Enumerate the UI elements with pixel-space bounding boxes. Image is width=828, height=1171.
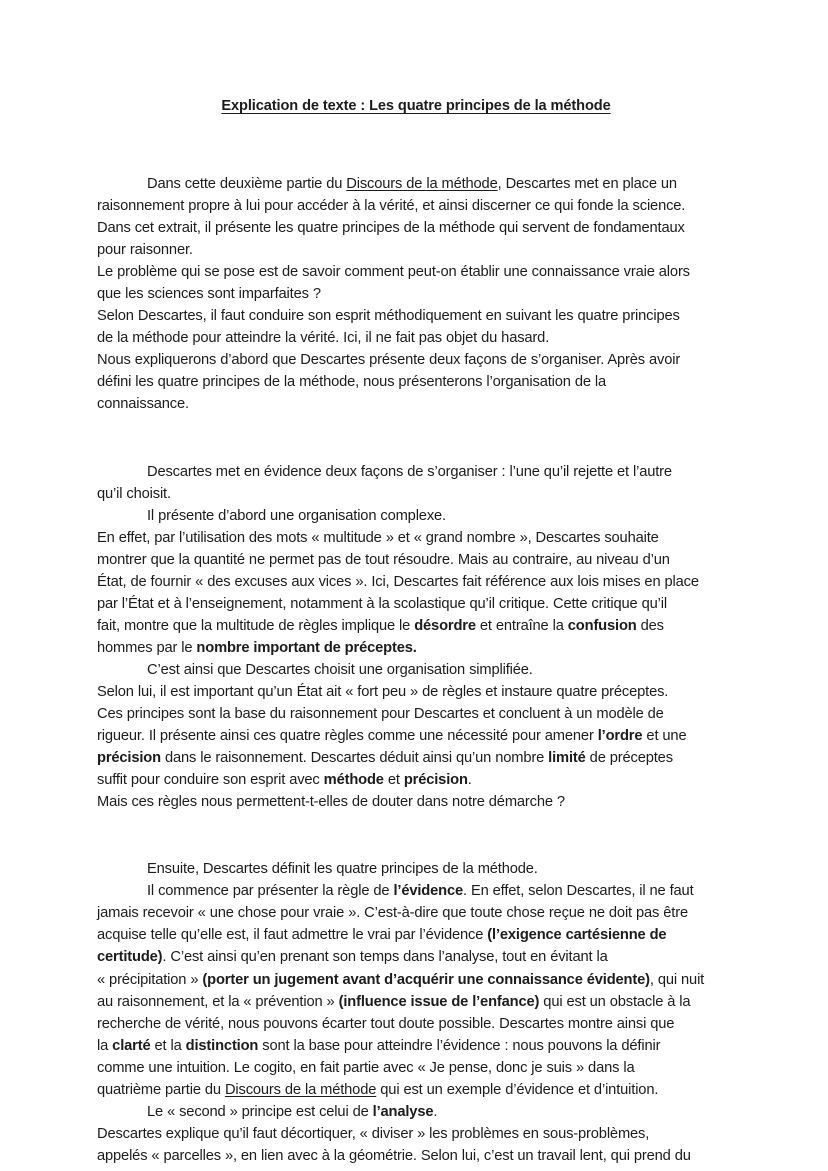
text-line (97, 1101, 737, 1123)
text-line: montrer que la quantité ne permet pas de tout résoudre. Mais au contraire, au niveau d’un (97, 551, 670, 568)
paragraph-partie-un (97, 461, 737, 814)
text-line (97, 461, 737, 483)
work-title-discours-de-la-methode: Discours de la méthode (346, 176, 498, 192)
text-line: jamais recevoir « une chose pour vraie ». C’est-à-dire que toute chose reçue ne doit pas être (97, 905, 688, 922)
text-line: défini les quatre principes de la méthode, nous présenterons l’organisation de la (97, 374, 607, 391)
line-text: « précipitation » (97, 971, 203, 988)
emphasis-certitude: certitude) (97, 949, 163, 966)
text-line: de la méthode pour atteindre la vérité. Ici, il ne fait pas objet du hasard. (97, 330, 550, 347)
work-title-discours-de-la-methode: Discours de la méthode (224, 1081, 377, 1098)
line-text: Il présente d’abord une organisation complexe. (147, 507, 446, 524)
text-line: Selon lui, il est important qu’un État ait « fort peu » de règles et instaure quatre préceptes. (97, 683, 669, 700)
text-line: Ces principes sont la base du raisonnement pour Descartes et concluent à un modèle de (97, 706, 664, 723)
text-line: comme une intuition. Le cogito, en fait partie avec « Je pense, donc je suis » dans la (97, 1059, 635, 1076)
text-line: Dans cet extrait, il présente les quatre principes de la méthode qui servent de fondamentaux (97, 220, 685, 237)
text-line (97, 880, 737, 902)
text-line (97, 725, 737, 747)
emphasis-methode: méthode (323, 772, 384, 789)
text-line: Mais ces règles nous permettent-t-elles de douter dans notre démarche ? (97, 794, 565, 811)
section-divider (97, 416, 737, 461)
page-title-text: Explication de texte : Les quatre principes de la méthode (221, 98, 611, 114)
line-text: dans le raisonnement. Descartes déduit ainsi qu’un nombre (160, 750, 549, 767)
line-text: et la (150, 1037, 186, 1054)
text-line (97, 1035, 737, 1057)
text-line (97, 769, 737, 791)
text-line (97, 173, 737, 195)
line-text: au raisonnement, et la « prévention » (97, 993, 339, 1010)
line-text: . (433, 1103, 438, 1120)
text-line: Descartes explique qu’il faut décortiquer, « diviser » les problèmes en sous-problèmes, (97, 1125, 650, 1142)
line-text: Descartes met en évidence deux façons de s’organiser : l’une qu’il rejette et l’autre (147, 463, 672, 480)
text-line (97, 946, 737, 968)
text-line: Le problème qui se pose est de savoir comment peut-on établir une connaissance vraie alors (97, 264, 690, 281)
text-line (97, 615, 737, 637)
text-line: par l’État et à l’enseignement, notamment à la scolastique qu’il critique. Cette critique qu’il (97, 595, 667, 612)
line-text: des (636, 617, 664, 634)
line-text: la (97, 1037, 113, 1054)
text-line: Nous expliquerons d’abord que Descartes présente deux façons de s’organiser. Après avoir (97, 352, 681, 369)
line-text: . C’est ainsi qu’en prenant son temps dans l’analyse, tout en évitant la (162, 949, 608, 966)
line-text: et une (642, 728, 687, 745)
line-text: Ensuite, Descartes définit les quatre principes de la méthode. (147, 861, 538, 878)
emphasis-precision-2: précision (403, 772, 468, 789)
emphasis-lanalyse: l’analyse (372, 1103, 434, 1120)
line-text: suffit pour conduire son esprit avec (97, 772, 324, 789)
text-line (97, 858, 737, 880)
line-text: , qui nuit (649, 971, 705, 988)
line-text: et entraîne la (475, 617, 568, 634)
line-text: Il commence par présenter la règle de (147, 883, 394, 900)
page-title (97, 96, 735, 116)
emphasis-lordre: l’ordre (597, 728, 643, 745)
text-line (97, 969, 737, 991)
text-line (97, 924, 737, 946)
text-line: Selon Descartes, il faut conduire son esprit méthodiquement en suivant les quatre principes (97, 308, 680, 325)
text-line (97, 659, 737, 681)
emphasis-nombre-important-de-preceptes: nombre important de préceptes. (196, 639, 417, 656)
text-line: pour raisonner. (97, 242, 193, 259)
text-line: qu’il choisit. (97, 485, 171, 502)
text-line (97, 637, 737, 659)
paragraph-partie-deux (97, 858, 737, 1167)
emphasis-distinction: distinction (185, 1037, 259, 1054)
emphasis-confusion: confusion (567, 617, 637, 634)
text-line: recherche de vérité, nous pouvons écarter tout doute possible. Descartes montre ainsi que (97, 1015, 675, 1032)
emphasis-levidence: l’évidence (393, 883, 463, 900)
section-divider (97, 813, 737, 858)
line-text: Dans cette deuxième partie du (147, 176, 347, 192)
line-text: Le « second » principe est celui de (147, 1103, 373, 1120)
line-text: fait, montre que la multitude de règles implique le (97, 617, 415, 634)
emphasis-desordre: désordre (414, 617, 476, 634)
text-line: raisonnement propre à lui pour accéder à la vérité, et ainsi discerner ce qui fonde la science. (97, 198, 686, 215)
text-line: État, de fournir « des excuses aux vices ». Ici, Descartes fait référence aux lois mises en place (97, 573, 699, 590)
text-line: connaissance. (97, 396, 189, 413)
paragraph-introduction (97, 173, 737, 416)
text-line: En effet, par l’utilisation des mots « multitude » et « grand nombre », Descartes souhaite (97, 529, 659, 546)
document-body (97, 173, 737, 1167)
line-text: , Descartes met en place un (497, 176, 677, 192)
text-line (97, 505, 737, 527)
emphasis-clarte: clarté (112, 1037, 151, 1054)
emphasis-limite: limité (548, 750, 586, 767)
emphasis-precision: précision (97, 750, 161, 767)
line-text: et (383, 772, 404, 789)
emphasis-exigence-cartesienne: (l’exigence cartésienne de (487, 927, 667, 944)
text-line (97, 747, 737, 769)
line-text: . En effet, selon Descartes, il ne faut (462, 883, 694, 900)
emphasis-prevention-definition: (influence issue de l’enfance) (338, 993, 540, 1010)
line-text: rigueur. Il présente ainsi ces quatre règles comme une nécessité pour amener (97, 728, 598, 745)
text-line: que les sciences sont imparfaites ? (97, 286, 321, 303)
line-text: C’est ainsi que Descartes choisit une organisation simplifiée. (147, 661, 533, 678)
line-text: acquise telle qu’elle est, il faut admettre le vrai par l’évidence (97, 927, 488, 944)
line-text: quatrième partie du (97, 1081, 225, 1098)
line-text: . (467, 772, 472, 789)
text-line (97, 991, 737, 1013)
text-line: appelés « parcelles », en lien avec à la géométrie. Selon lui, c’est un travail lent, qui prend du (97, 1147, 691, 1164)
line-text: qui est un obstacle à la (539, 993, 691, 1010)
line-text: qui est un exemple d’évidence et d’intuition. (376, 1081, 659, 1098)
text-line (97, 1079, 737, 1101)
line-text: hommes par le (97, 639, 197, 656)
emphasis-precipitation-definition: (porter un jugement avant d’acquérir une connaissance évidente) (202, 971, 650, 988)
line-text: de préceptes (585, 750, 673, 767)
line-text: sont la base pour atteindre l’évidence : nous pouvons la définir (258, 1037, 661, 1054)
